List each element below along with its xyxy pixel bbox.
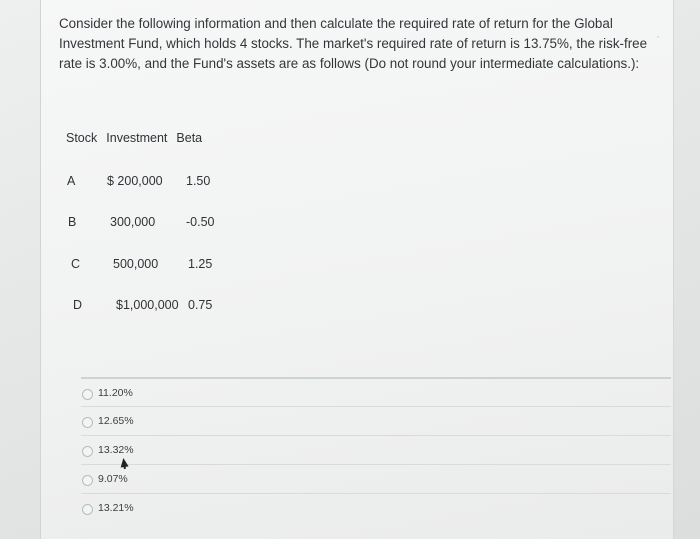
radio-button[interactable] [82,417,93,428]
column-header-investment: Investment [106,131,168,145]
radio-button[interactable] [82,504,93,515]
answer-option-label[interactable]: 13.21% [98,502,134,514]
corner-mark-icon: ◦ [656,34,659,41]
column-header-stock: Stock [66,131,98,145]
question-panel [40,0,674,539]
table-cell-stock: D [73,298,83,312]
answer-option[interactable] [81,464,671,493]
table-cell-stock: C [71,257,81,271]
table-cell-investment: 300,000 [110,215,156,229]
table-header [66,131,211,145]
radio-button[interactable] [82,446,93,457]
answer-option-label[interactable]: 13.32% [98,444,134,456]
table-cell-stock: B [68,215,77,229]
answer-option-label[interactable]: 12.65% [98,415,134,427]
table-cell-beta: 0.75 [188,298,213,312]
radio-button[interactable] [82,475,93,486]
answer-option[interactable] [81,406,671,435]
answer-option-label[interactable]: 11.20% [98,387,133,399]
table-cell-investment: $ 200,000 [107,174,163,188]
answer-option-label[interactable]: 9.07% [98,473,128,485]
table-cell-beta: 1.25 [188,257,213,271]
table-cell-stock: A [67,174,76,188]
radio-button[interactable] [82,389,93,400]
mouse-pointer-icon [119,457,128,467]
table-cell-beta: -0.50 [186,215,215,229]
answer-option[interactable] [81,435,671,464]
table-cell-investment: $1,000,000 [116,298,179,312]
question-text: Consider the following information and then calculate the required rate of return for the Global Investment Fund, which holds 4 stocks. The market's required rate of return is 13.75%, the risk-free rate is 3.00%, and the Fund's assets are as follows (Do not round your intermediate calculations.): [59,16,648,71]
column-header-beta: Beta [176,131,203,145]
answer-option[interactable] [81,377,671,407]
answer-option[interactable] [81,493,671,522]
table-cell-investment: 500,000 [113,257,159,271]
table-cell-beta: 1.50 [186,174,211,188]
